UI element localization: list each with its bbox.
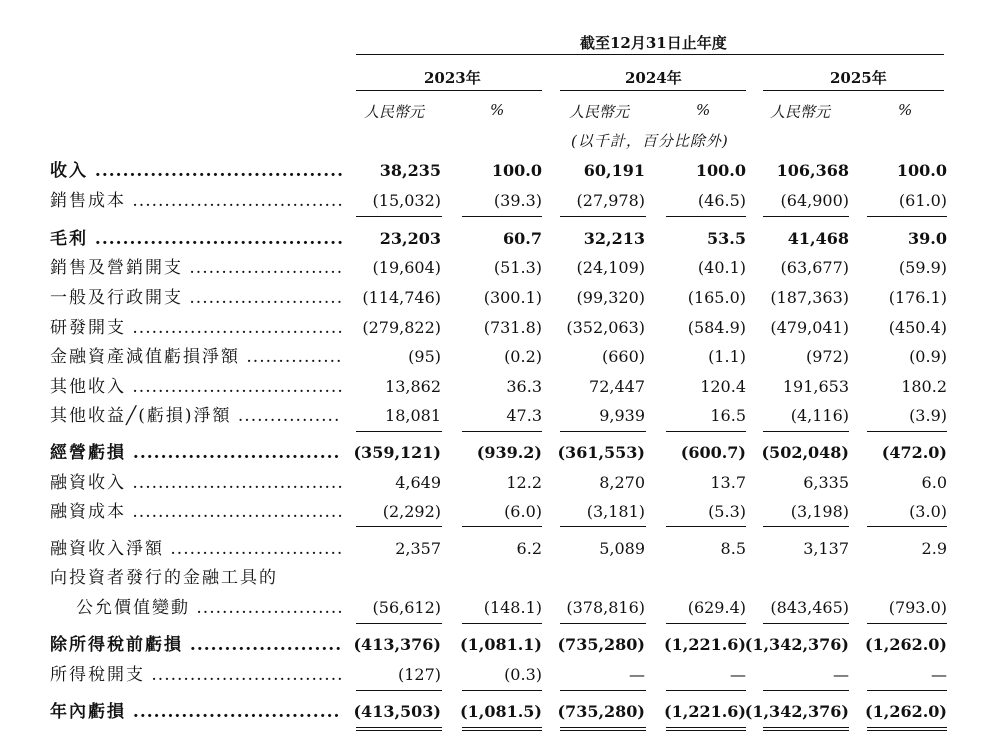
cell-12-0: 2,357: [395, 539, 441, 558]
cell-4-1: (300.1): [483, 288, 542, 307]
cell-8-1: 47.3: [506, 406, 542, 425]
subtotal-rule: [462, 526, 542, 527]
row-label-selling-expenses: 銷售及營銷開支 .....: [50, 257, 342, 279]
subtotal-rule: [867, 431, 947, 432]
total-double-rule: [462, 727, 542, 731]
year-rule-2025: [763, 90, 944, 91]
subtotal-rule: [462, 216, 542, 217]
cell-5-1: (731.8): [483, 318, 542, 337]
cell-3-4: (63,677): [780, 258, 849, 277]
cell-4-3: (165.0): [687, 288, 746, 307]
total-double-rule: [356, 727, 442, 731]
cell-14-3: (1,221.6): [664, 635, 746, 654]
cell-6-1: (0.2): [504, 347, 542, 366]
cell-2-3: 53.5: [707, 229, 746, 248]
percent-label-2023: %: [490, 101, 505, 119]
cell-7-0: 13,862: [385, 377, 441, 396]
cell-9-5: (472.0): [881, 443, 947, 462]
year-header-2025: 2025年: [830, 69, 887, 87]
cell-16-0: (413,503): [353, 702, 441, 721]
cell-10-4: 6,335: [803, 473, 849, 492]
cell-6-2: (660): [601, 347, 645, 366]
percent-label-2025: %: [898, 101, 913, 119]
subtotal-rule: [462, 623, 542, 624]
cell-11-1: (6.0): [504, 502, 542, 521]
year-rule-2023: [356, 90, 542, 91]
row-label-revenue: 收入 .....: [50, 160, 342, 182]
cell-12-5: 2.9: [921, 539, 947, 558]
cell-10-2: 8,270: [599, 473, 645, 492]
cell-6-4: (972): [805, 347, 849, 366]
year-rule-2024: [560, 90, 746, 91]
cell-8-3: 16.5: [710, 406, 746, 425]
cell-4-2: (99,320): [576, 288, 645, 307]
subtotal-rule: [356, 431, 442, 432]
cell-1-4: (64,900): [780, 191, 849, 210]
subtotal-rule: [666, 690, 746, 691]
row-label-other-gains-losses: 其他收益╱(虧損)淨額 .....: [50, 405, 342, 427]
cell-5-0: (279,822): [362, 318, 441, 337]
currency-label-2025: 人民幣元: [770, 103, 831, 121]
cell-8-4: (4,116): [790, 406, 849, 425]
subtotal-rule: [560, 216, 646, 217]
subtotal-rule: [666, 526, 746, 527]
row-label-other-income: 其他收入 .....: [50, 376, 342, 398]
cell-3-5: (59.9): [898, 258, 947, 277]
row-label-finance-costs: 融資成本 .....: [50, 501, 342, 523]
total-double-rule: [666, 727, 746, 731]
cell-0-4: 106,368: [776, 161, 849, 180]
cell-9-0: (359,121): [353, 443, 441, 462]
row-label-impairment-losses: 金融資產減值虧損淨額 .....: [50, 346, 342, 368]
cell-14-4: (1,342,376): [744, 635, 849, 654]
cell-2-1: 60.7: [503, 229, 542, 248]
cell-13-1: (148.1): [483, 598, 542, 617]
cell-3-3: (40.1): [697, 258, 746, 277]
cell-15-1: (0.3): [504, 665, 542, 684]
cell-3-2: (24,109): [576, 258, 645, 277]
subtotal-rule: [356, 623, 442, 624]
cell-11-3: (5.3): [708, 502, 746, 521]
cell-6-5: (0.9): [909, 347, 947, 366]
subtotal-rule: [763, 623, 849, 624]
cell-16-2: (735,280): [557, 702, 645, 721]
subtotal-rule: [560, 623, 646, 624]
percent-label-2024: %: [696, 101, 711, 119]
header-rule: [356, 54, 944, 55]
cell-3-0: (19,604): [372, 258, 441, 277]
cell-16-5: (1,262.0): [865, 702, 947, 721]
cell-10-3: 13.7: [710, 473, 746, 492]
subtotal-rule: [763, 216, 849, 217]
cell-3-1: (51.3): [493, 258, 542, 277]
cell-15-0: (127): [397, 665, 441, 684]
cell-14-2: (735,280): [557, 635, 645, 654]
cell-15-4: —: [833, 665, 849, 684]
cell-8-0: 18,081: [385, 406, 441, 425]
cell-12-1: 6.2: [516, 539, 542, 558]
cell-15-2: —: [629, 665, 645, 684]
cell-1-2: (27,978): [576, 191, 645, 210]
cell-0-1: 100.0: [491, 161, 542, 180]
cell-7-3: 120.4: [700, 377, 746, 396]
cell-4-0: (114,746): [362, 288, 441, 307]
subtotal-rule: [763, 690, 849, 691]
subtotal-rule: [867, 623, 947, 624]
subtotal-rule: [867, 526, 947, 527]
subtotal-rule: [462, 431, 542, 432]
cell-10-5: 6.0: [921, 473, 947, 492]
cell-13-3: (629.4): [687, 598, 746, 617]
cell-13-4: (843,465): [770, 598, 849, 617]
cell-0-0: 38,235: [379, 161, 441, 180]
subtotal-rule: [356, 690, 442, 691]
row-label-loss-before-tax: 除所得稅前虧損 .....: [50, 634, 342, 656]
cell-16-4: (1,342,376): [744, 702, 849, 721]
cell-1-0: (15,032): [372, 191, 441, 210]
year-header-2023: 2023年: [424, 69, 481, 87]
subtotal-rule: [763, 431, 849, 432]
row-label-gross-profit: 毛利 .....: [50, 228, 342, 250]
subtotal-rule: [666, 431, 746, 432]
subtotal-rule: [763, 526, 849, 527]
subtotal-rule: [560, 690, 646, 691]
cell-5-2: (352,063): [566, 318, 645, 337]
total-double-rule: [763, 727, 849, 731]
cell-2-4: 41,468: [787, 229, 849, 248]
cell-16-3: (1,221.6): [664, 702, 746, 721]
cell-11-2: (3,181): [586, 502, 645, 521]
period-header: 截至12月31日止年度: [580, 34, 727, 52]
cell-9-3: (600.7): [680, 443, 746, 462]
currency-label-2024: 人民幣元: [569, 103, 630, 121]
cell-0-3: 100.0: [695, 161, 746, 180]
row-label-income-tax: 所得稅開支 .....: [50, 664, 342, 686]
cell-9-1: (939.2): [476, 443, 542, 462]
cell-15-5: —: [931, 665, 947, 684]
cell-11-0: (2,292): [382, 502, 441, 521]
row-label-net-finance-income: 融資收入淨額 .....: [50, 538, 342, 560]
cell-11-4: (3,198): [790, 502, 849, 521]
cell-10-1: 12.2: [506, 473, 542, 492]
cell-2-0: 23,203: [379, 229, 441, 248]
row-label-fair-value-changes: 向投資者發行的金融工具的: [50, 568, 278, 588]
cell-0-2: 60,191: [583, 161, 645, 180]
row-label-rnd-expenses: 研發開支 .....: [50, 317, 342, 339]
cell-5-3: (584.9): [687, 318, 746, 337]
cell-13-0: (56,612): [372, 598, 441, 617]
cell-2-2: 32,213: [583, 229, 645, 248]
cell-9-2: (361,553): [557, 443, 645, 462]
cell-7-1: 36.3: [506, 377, 542, 396]
cell-12-2: 5,089: [599, 539, 645, 558]
cell-16-1: (1,081.5): [460, 702, 542, 721]
cell-5-4: (479,041): [770, 318, 849, 337]
subtotal-rule: [356, 216, 442, 217]
cell-11-5: (3.0): [909, 502, 947, 521]
subtotal-rule: [356, 526, 442, 527]
subtotal-rule: [867, 216, 947, 217]
cell-7-5: 180.2: [901, 377, 947, 396]
cell-12-3: 8.5: [720, 539, 746, 558]
subtotal-rule: [666, 216, 746, 217]
cell-8-2: 9,939: [599, 406, 645, 425]
subtotal-rule: [560, 526, 646, 527]
cell-13-5: (793.0): [888, 598, 947, 617]
cell-6-0: (95): [408, 347, 441, 366]
cell-12-4: 3,137: [803, 539, 849, 558]
total-double-rule: [560, 727, 646, 731]
cell-10-0: 4,649: [395, 473, 441, 492]
unit-note: (以千計，百分比除外): [571, 132, 729, 150]
cell-8-5: (3.9): [909, 406, 947, 425]
cell-5-5: (450.4): [888, 318, 947, 337]
cell-2-5: 39.0: [908, 229, 947, 248]
cell-0-5: 100.0: [896, 161, 947, 180]
cell-1-1: (39.3): [493, 191, 542, 210]
row-label-admin-expenses: 一般及行政開支 .....: [50, 287, 342, 309]
row-label-operating-loss: 經營虧損 .....: [50, 442, 342, 464]
subtotal-rule: [867, 690, 947, 691]
cell-15-3: —: [730, 665, 746, 684]
cell-14-1: (1,081.1): [460, 635, 542, 654]
row-label-cost-of-sales: 銷售成本 .....: [50, 190, 342, 212]
subtotal-rule: [666, 623, 746, 624]
cell-1-3: (46.5): [697, 191, 746, 210]
cell-7-4: 191,653: [782, 377, 849, 396]
currency-label-2023: 人民幣元: [364, 103, 425, 121]
subtotal-rule: [560, 431, 646, 432]
cell-4-5: (176.1): [888, 288, 947, 307]
cell-14-5: (1,262.0): [865, 635, 947, 654]
cell-4-4: (187,363): [770, 288, 849, 307]
cell-6-3: (1.1): [708, 347, 746, 366]
year-header-2024: 2024年: [625, 69, 682, 87]
cell-7-2: 72,447: [589, 377, 645, 396]
cell-1-5: (61.0): [898, 191, 947, 210]
subtotal-rule: [462, 690, 542, 691]
total-double-rule: [867, 727, 947, 731]
row-label-loss-for-year: 年內虧損 .....: [50, 701, 342, 723]
cell-9-4: (502,048): [761, 443, 849, 462]
row-label-fair-value-changes-cont: 公允價值變動 .....: [76, 597, 342, 619]
cell-13-2: (378,816): [566, 598, 645, 617]
cell-14-0: (413,376): [353, 635, 441, 654]
row-label-finance-income: 融資收入 .....: [50, 472, 342, 494]
